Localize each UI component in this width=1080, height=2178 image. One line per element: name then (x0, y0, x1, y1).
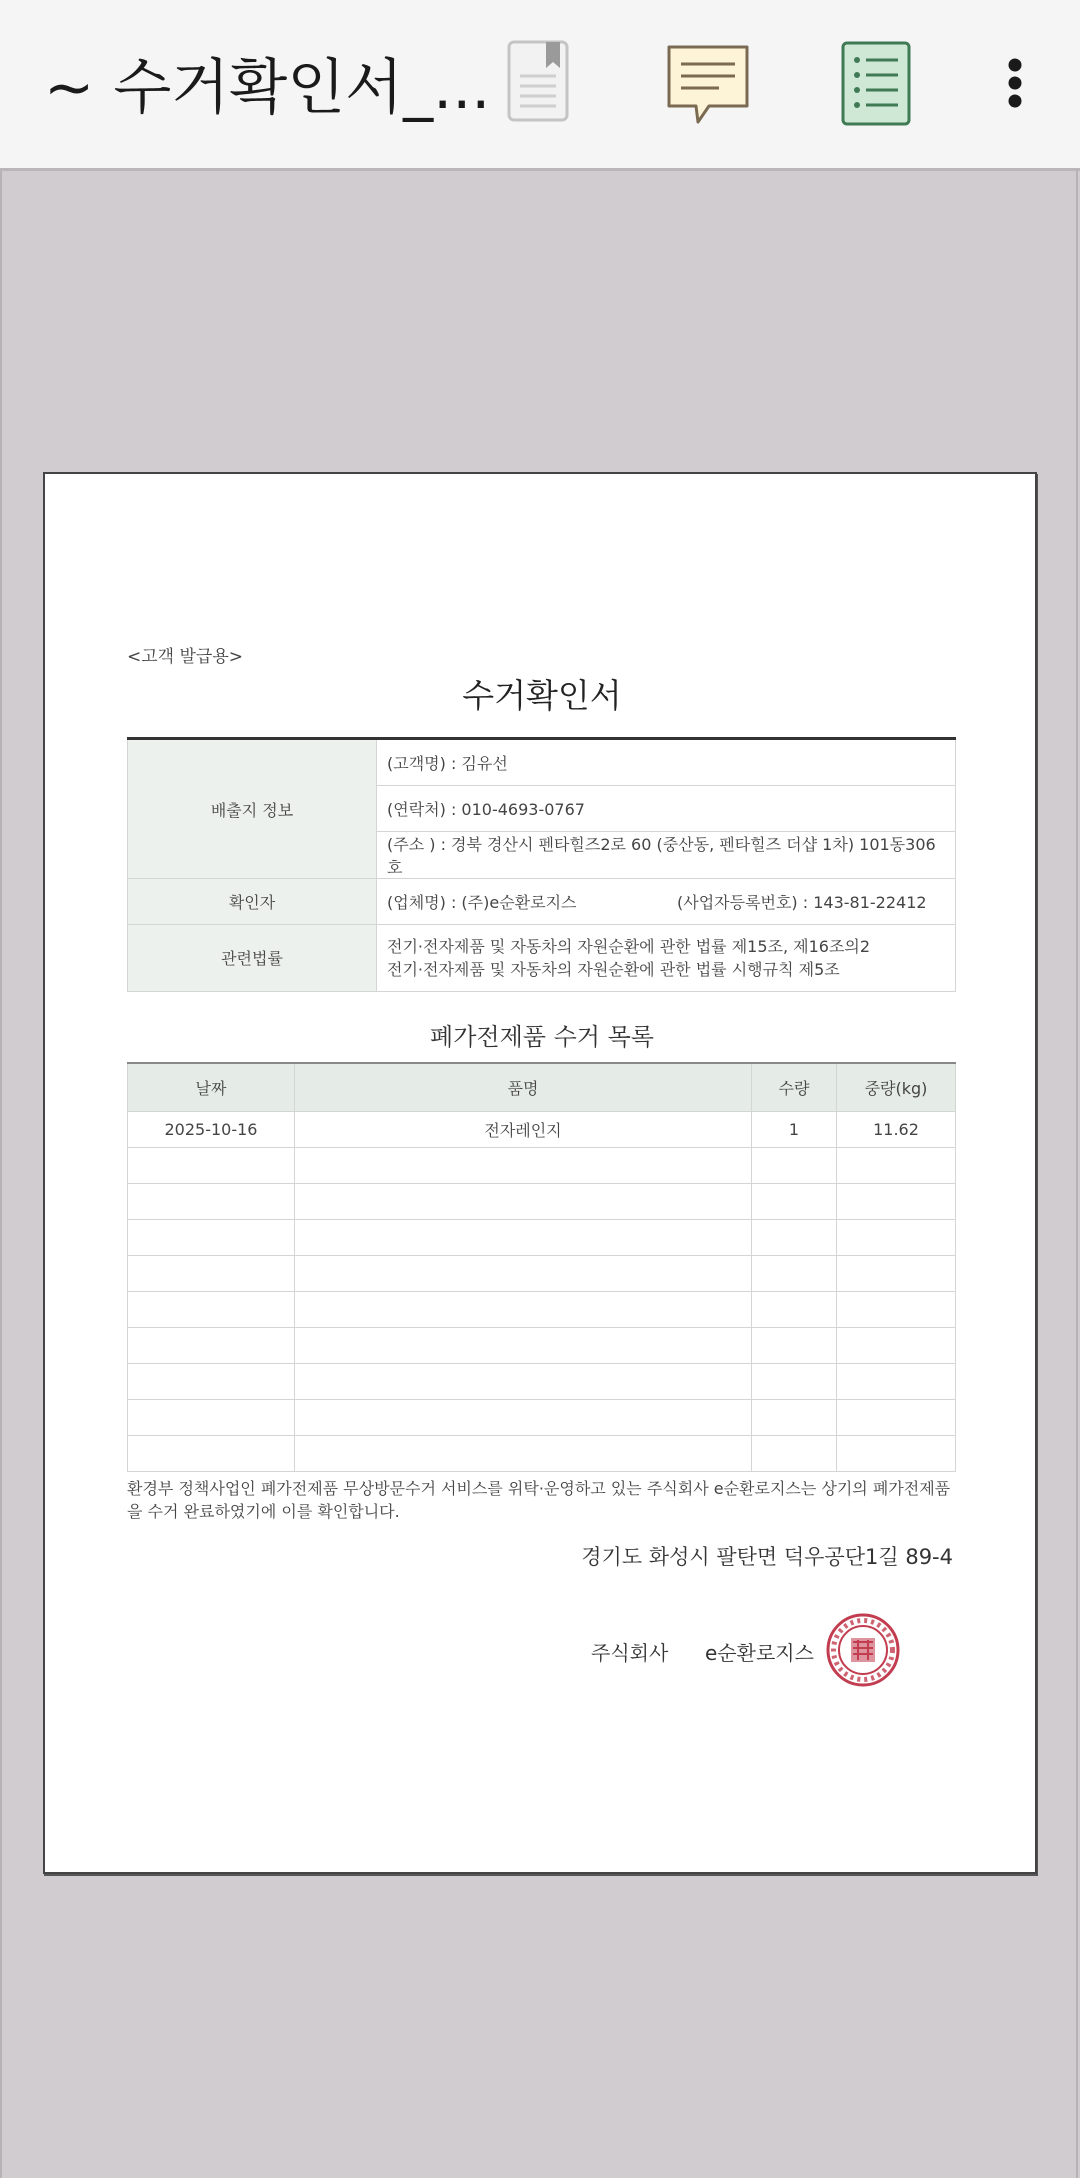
customer-address: (주소 ) : 경북 경산시 펜타힐즈2로 60 (중산동, 펜타힐즈 더샵 1차) 101동306호 (377, 832, 956, 879)
app-toolbar (0, 0, 1080, 171)
company-name: (업체명) : (주)e순환로지스 (387, 893, 577, 912)
table-row (128, 1184, 956, 1220)
origin-label: 배출지 정보 (128, 739, 377, 879)
table-row (128, 1256, 956, 1292)
company-seal-icon (825, 1612, 901, 1692)
confirmer-info (377, 879, 956, 925)
table-row (128, 1112, 956, 1148)
column-header: 수량 (752, 1063, 837, 1112)
list-title: 폐가전제품 수거 목록 (430, 1023, 654, 1051)
table-cell: 전자레인지 (295, 1112, 752, 1148)
law-line-2: 전기·전자제품 및 자동차의 자원순환에 관한 법률 시행규칙 제5조 (387, 960, 840, 979)
collection-table (127, 1062, 956, 1472)
issuer-type: 주식회사 (591, 1641, 669, 1665)
table-row (128, 1148, 956, 1184)
business-number: (사업자등록번호) : 143-81-22412 (677, 893, 927, 912)
table-header-row (128, 1063, 956, 1112)
table-row (128, 1436, 956, 1472)
table-cell: 11.62 (837, 1112, 956, 1148)
confirmer-label: 확인자 (128, 879, 377, 925)
more-vert-icon[interactable] (1000, 56, 1030, 120)
document-page[interactable] (43, 472, 1037, 1874)
table-row (128, 1328, 956, 1364)
table-cell: 1 (752, 1112, 837, 1148)
customer-contact: (연락처) : 010-4693-0767 (377, 786, 956, 832)
customer-name: (고객명) : 김유선 (377, 739, 956, 786)
bookmark-page-icon[interactable] (506, 38, 572, 130)
table-cell: 2025-10-16 (128, 1112, 295, 1148)
table-row (128, 1292, 956, 1328)
issuer-address: 경기도 화성시 팔탄면 덕우공단1길 89-4 (581, 1545, 953, 1569)
column-header: 날짜 (128, 1063, 295, 1112)
comment-icon[interactable] (664, 42, 752, 134)
issuer-name: e순환로지스 (705, 1641, 814, 1665)
copy-type-label: <고객 발급용> (127, 647, 244, 667)
document-title[interactable]: ~ 수거확인서_... (44, 53, 491, 123)
law-label: 관련법률 (128, 925, 377, 992)
table-row (128, 1400, 956, 1436)
law-text (377, 925, 956, 992)
column-header: 품명 (295, 1063, 752, 1112)
outline-list-icon[interactable] (840, 40, 912, 132)
law-line-1: 전기·전자제품 및 자동차의 자원순환에 관한 법률 제15조, 제16조의2 (387, 937, 871, 956)
column-header: 중량(kg) (837, 1063, 956, 1112)
table-row (128, 1220, 956, 1256)
info-table (127, 737, 956, 992)
confirmation-note: 환경부 정책사업인 폐가전제품 무상방문수거 서비스를 위탁·운영하고 있는 주식회사 e순환로지스는 상기의 폐가전제품을 수거 완료하였기에 이를 확인합니다. (127, 1479, 951, 1521)
table-row (128, 1364, 956, 1400)
page-title: 수거확인서 (462, 676, 622, 715)
